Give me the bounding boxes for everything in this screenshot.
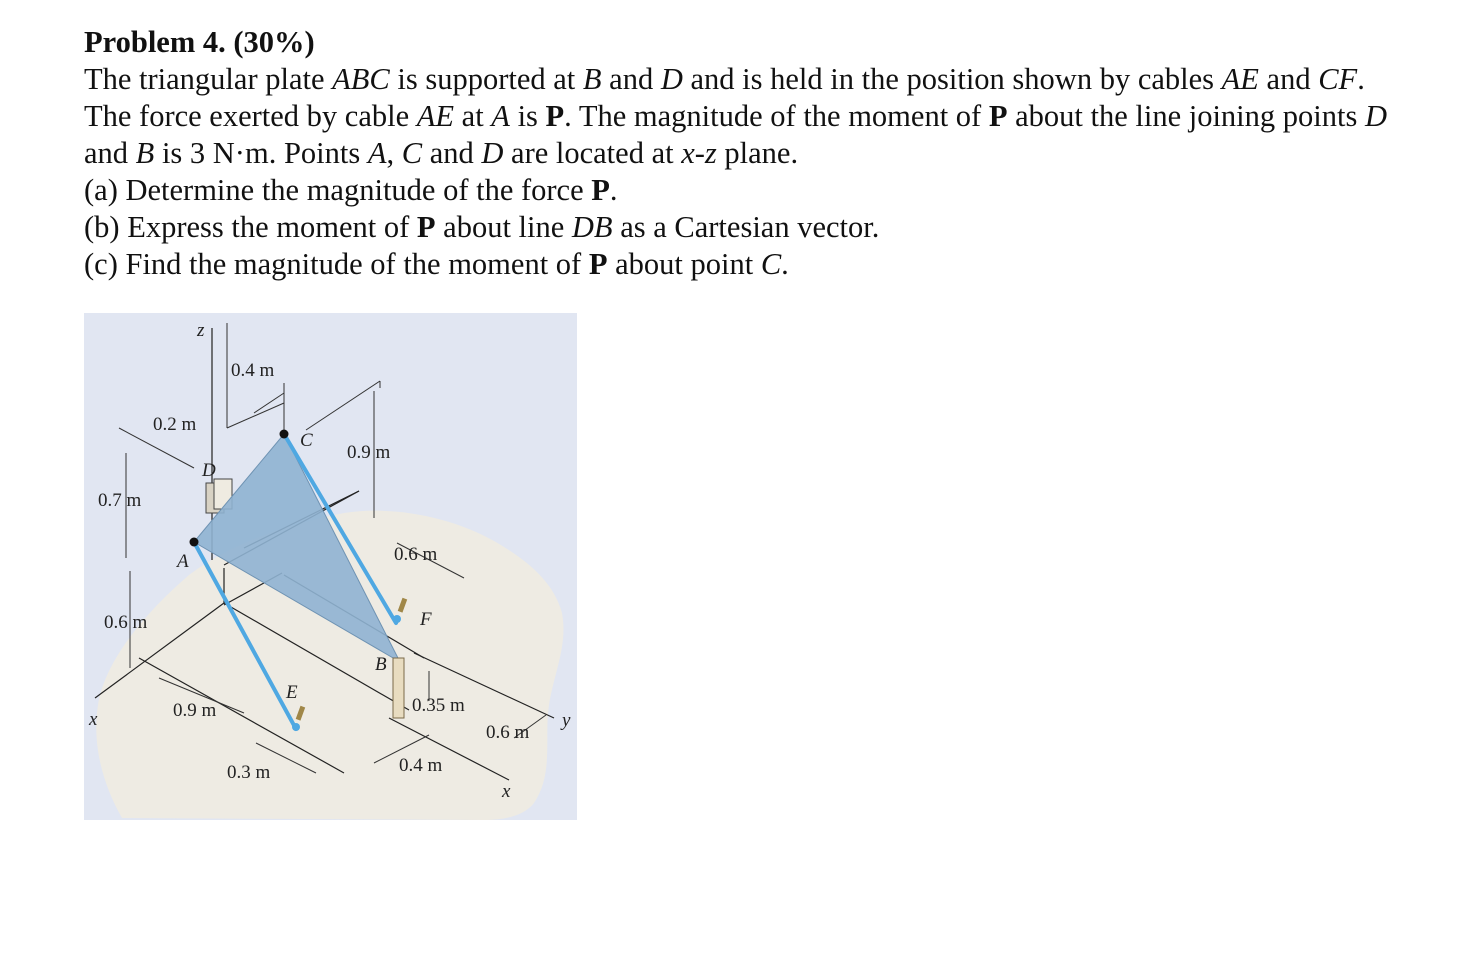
dim-label-0-3: 0.3 m bbox=[227, 762, 271, 783]
dim-label-0-4-top: 0.4 m bbox=[231, 360, 275, 381]
dim-label-0-2: 0.2 m bbox=[153, 414, 197, 435]
part-b: (b) Express the moment of P about line DB as a Cartesian vector. bbox=[84, 210, 880, 244]
problem-title: Problem 4. (30%) bbox=[84, 25, 315, 59]
problem-statement bbox=[84, 24, 1404, 283]
label-c: C bbox=[300, 430, 313, 451]
dim-label-0-4-bottom: 0.4 m bbox=[399, 755, 443, 776]
dim-label-0-9-bottom: 0.9 m bbox=[173, 700, 217, 721]
dim-label-0-6-y: 0.6 m bbox=[486, 722, 530, 743]
label-x-axis-bottom: x bbox=[502, 781, 511, 802]
problem-figure bbox=[84, 313, 577, 820]
dim-label-0-9-vertical: 0.9 m bbox=[347, 442, 391, 463]
label-y-axis: y bbox=[562, 710, 571, 731]
label-x-axis-left: x bbox=[89, 709, 98, 730]
point-c-marker bbox=[280, 430, 289, 439]
point-a-marker bbox=[190, 538, 199, 547]
part-c: (c) Find the magnitude of the moment of P about point C. bbox=[84, 247, 789, 281]
problem-intro: The triangular plate ABC is supported at B and D and is held in the position shown by cables AE and CF. The force exerted by cable AE at A is P. The magnitude of the moment of P about the line joining points D and B is 3 N·m. Points A, C and D are located at x-z plane. bbox=[84, 62, 1387, 170]
label-d: D bbox=[202, 460, 216, 481]
label-e: E bbox=[286, 682, 298, 703]
part-a: (a) Determine the magnitude of the force P. bbox=[84, 173, 618, 207]
label-a: A bbox=[177, 551, 189, 572]
dim-label-0-35: 0.35 m bbox=[412, 695, 465, 716]
label-f: F bbox=[420, 609, 432, 630]
dim-label-0-7: 0.7 m bbox=[98, 490, 142, 511]
dim-label-0-6-left: 0.6 m bbox=[104, 612, 148, 633]
post-b bbox=[393, 658, 404, 718]
label-z-axis: z bbox=[197, 320, 205, 341]
dim-label-0-6-right: 0.6 m bbox=[394, 544, 438, 565]
label-b: B bbox=[375, 654, 387, 675]
figure-svg bbox=[84, 313, 577, 820]
